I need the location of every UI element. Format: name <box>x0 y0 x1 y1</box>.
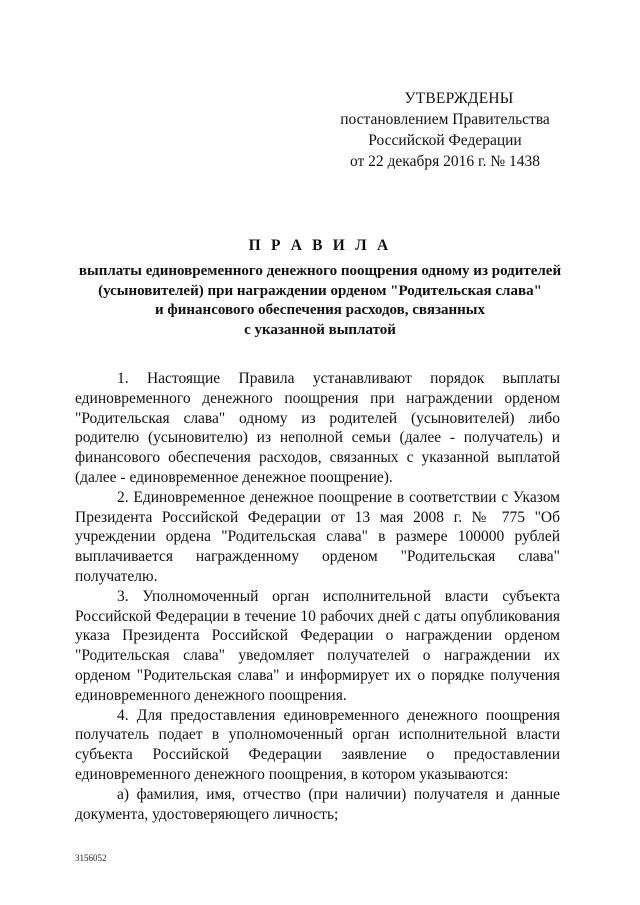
document-subtitle <box>60 262 580 340</box>
approval-line-date-number: от 22 декабря 2016 г. № 1438 <box>349 153 541 170</box>
approval-block <box>330 88 560 172</box>
subtitle-line-2: (усыновителей) при награждении орденом "Родительская слава" <box>98 282 542 299</box>
document-body <box>75 369 560 824</box>
paragraph-2: 2. Единовременное денежное поощрение в соответствии с Указом Президента Российской Федерации от 13 мая 2008 г. № 775 "Об учреждении ордена "Родительская слава" в размере 100000 рублей выплачивается награжденному орденом "Родительская слава" получателю. <box>75 488 560 585</box>
paragraph-4a: а) фамилия, имя, отчество (при наличии) получателя и данные документа, удостоверяющего личность; <box>75 785 560 823</box>
paragraph-3: 3. Уполномоченный орган исполнительной власти субъекта Российской Федерации в течение 10 рабочих дней с даты опубликования указа Президента Российской Федерации о награждении орденом "Родительская слава" уведомляет получателей о награждении их орденом "Родительская слава" и информирует их о порядке получения единовременного денежного поощрения. <box>75 587 560 704</box>
paragraph-1: 1. Настоящие Правила устанавливают порядок выплаты единовременного денежного поощрения при награждении орденом "Родительская слава" одному из родителей (усыновителей) либо родителю (усыновителю) из неполной семьи (далее - получатель) и финансового обеспечения расходов, связанных с указанной выплатой (далее - единовременное денежное поощрение). <box>75 370 560 486</box>
subtitle-line-3: и финансового обеспечения расходов, связанных <box>155 302 485 318</box>
approval-line-decree: постановлением Правительства <box>340 111 550 128</box>
document-code: 3156052 <box>75 853 107 863</box>
approval-heading: УТВЕРЖДЕНЫ <box>404 90 514 107</box>
paragraph-4: 4. Для предоставления единовременного денежного поощрения получатель подает в уполномоченный орган исполнительной власти субъекта Российской Федерации заявление о предоставлении единовременного денежного поощрения, в котором указываются: <box>75 706 560 783</box>
approval-line-federation: Российской Федерации <box>368 132 522 149</box>
document-title: П Р А В И Л А <box>248 237 392 254</box>
subtitle-line-1: выплаты единовременного денежного поощрения одному из родителей <box>78 263 562 279</box>
subtitle-line-4: с указанной выплатой <box>244 321 396 338</box>
